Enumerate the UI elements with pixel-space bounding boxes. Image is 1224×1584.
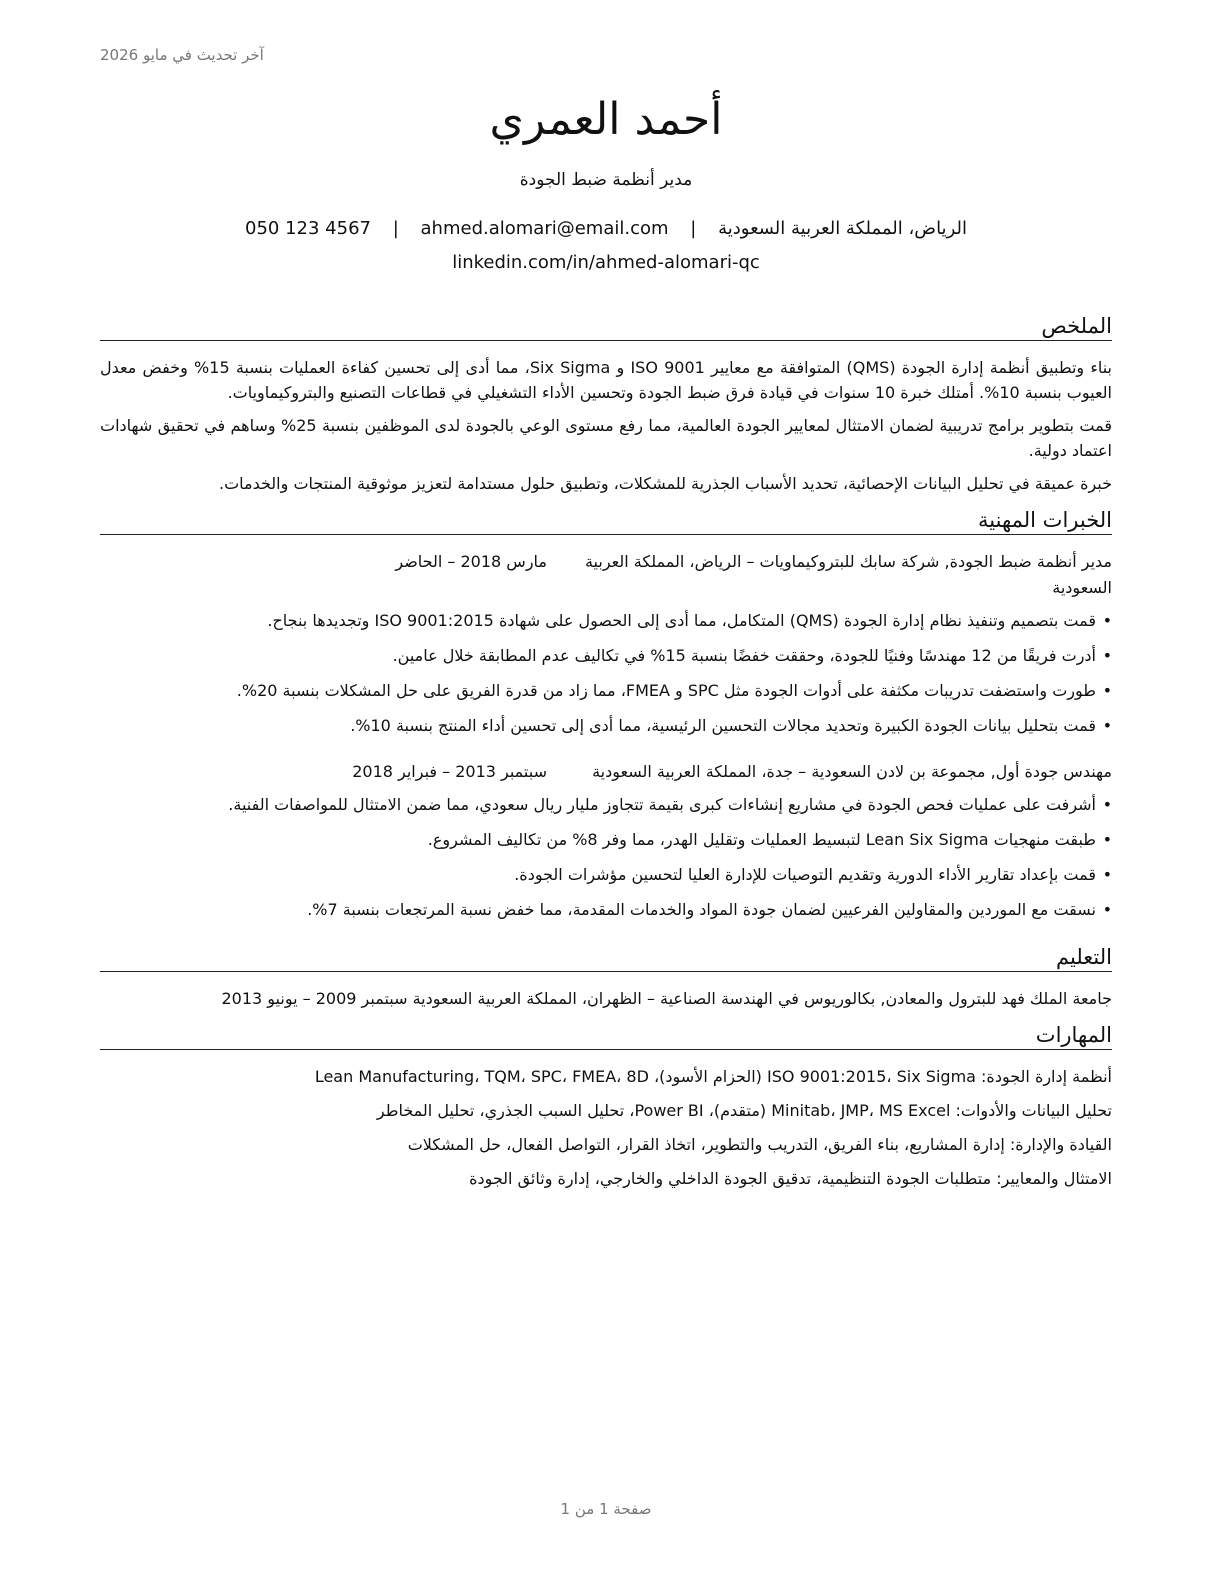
- skill-line: الامتثال والمعايير: متطلبات الجودة التنظيمية، تدقيق الجودة الداخلي والخارجي، إدارة وثائق الجودة: [469, 1169, 1112, 1188]
- bullet-icon: •: [1102, 865, 1112, 884]
- contact-line: [100, 216, 1112, 242]
- education-section: [100, 943, 1112, 1011]
- bullet-icon: •: [1102, 681, 1112, 700]
- last-updated-note: آخر تحديث في مايو 2026: [100, 46, 264, 64]
- list-item: [100, 607, 1112, 634]
- resume-header: [100, 92, 1112, 276]
- summary-paragraph: خبرة عميقة في تحليل البيانات الإحصائية، تحديد الأسباب الجذرية للمشكلات، وتطبيق حلول مستدامة لتعزيز موثوقية المنتجات والخدمات.: [218, 474, 1112, 493]
- summary-paragraph: قمت بتطوير برامج تدريبية لضمان الامتثال لمعايير الجودة العالمية، مما رفع مستوى الوعي بالجودة لدى الموظفين بنسبة 25% وساهم في تحقيق شهادات اعتماد دولية.: [100, 416, 1112, 460]
- job-header: [100, 549, 1112, 601]
- education-entry: جامعة الملك فهد للبترول والمعادن, بكالوريوس في الهندسة الصناعية – الظهران، المملكة العربية السعودية سبتمبر 2009 – يونيو 2013: [221, 989, 1112, 1008]
- bullet-icon: •: [1102, 830, 1112, 849]
- skill-line: القيادة والإدارة: إدارة المشاريع، بناء الفريق، التدريب والتطوير، اتخاذ القرار، التواصل الفعال، حل المشكلات: [407, 1135, 1112, 1154]
- job-title: مهندس جودة أول, مجموعة بن لادن السعودية – جدة، المملكة العربية السعودية: [592, 762, 1112, 781]
- experience-section: [100, 506, 1112, 923]
- contact-phone[interactable]: 050 123 4567: [245, 218, 371, 239]
- bullet-text: أشرفت على عمليات فحص الجودة في مشاريع إنشاءات كبرى بقيمة تتجاوز مليار ريال سعودي، مما ضمن الامتثال للمواصفات الفنية.: [228, 795, 1096, 814]
- candidate-name: أحمد العمري: [489, 94, 723, 145]
- list-item: [100, 642, 1112, 669]
- job-bullets: [100, 607, 1112, 739]
- bullet-text: أدرت فريقًا من 12 مهندسًا وفنيًا للجودة، وحققت خفضًا بنسبة 15% في تكاليف عدم المطابقة خلال عامين.: [392, 646, 1096, 665]
- section-title: الخبرات المهنية: [100, 506, 1112, 535]
- skill-line: تحليل البيانات والأدوات: Minitab، JMP، MS Excel (متقدم)، Power BI، تحليل السبب الجذري، تحليل المخاطر: [376, 1101, 1112, 1120]
- section-title: التعليم: [100, 943, 1112, 972]
- skill-line: أنظمة إدارة الجودة: ISO 9001:2015، Six Sigma (الحزام الأسود)، Lean Manufacturing، TQM، SPC، FMEA، 8D: [314, 1067, 1112, 1086]
- bullet-text: قمت بتحليل بيانات الجودة الكبيرة وتحديد مجالات التحسين الرئيسية، مما أدى إلى تحسين أداء المنتج بنسبة 10%.: [350, 716, 1096, 735]
- contact-email[interactable]: ahmed.alomari@email.com: [420, 218, 669, 239]
- job-bullets: [100, 791, 1112, 923]
- bullet-text: طورت واستضفت تدريبات مكثفة على أدوات الجودة مثل SPC و FMEA، مما زاد من قدرة الفريق على حل المشكلات بنسبة 20%.: [236, 681, 1096, 700]
- job-title: مدير أنظمة ضبط الجودة, شركة سابك للبتروكيماويات – الرياض، المملكة العربية السعودية: [584, 552, 1112, 597]
- job-entry: [100, 759, 1112, 923]
- bullet-text: قمت بتصميم وتنفيذ نظام إدارة الجودة (QMS) المتكامل، مما أدى إلى الحصول على شهادة ISO 9001:2015 وتجديدها بنجاح.: [267, 611, 1096, 630]
- job-dates: مارس 2018 – الحاضر: [395, 552, 547, 571]
- resume-body: [100, 312, 1112, 1202]
- list-item: [100, 791, 1112, 818]
- bullet-text: طبقت منهجيات Lean Six Sigma لتبسيط العمليات وتقليل الهدر، مما وفر 8% من تكاليف المشروع.: [427, 830, 1096, 849]
- contact-location: الرياض، المملكة العربية السعودية: [718, 218, 967, 239]
- skills-section: [100, 1021, 1112, 1192]
- list-item: [100, 826, 1112, 853]
- section-title: المهارات: [100, 1021, 1112, 1050]
- bullet-icon: •: [1102, 900, 1112, 919]
- job-header: [100, 759, 1112, 785]
- contact-separator: |: [392, 218, 399, 239]
- section-title: الملخص: [100, 312, 1112, 341]
- linkedin-link[interactable]: linkedin.com/in/ahmed-alomari-qc: [452, 252, 760, 273]
- bullet-icon: •: [1102, 611, 1112, 630]
- summary-paragraph: بناء وتطبيق أنظمة إدارة الجودة (QMS) المتوافقة مع معايير ISO 9001 و Six Sigma، مما أدى إلى تحسين كفاءة العمليات بنسبة 15% وخفض معدل العيوب بنسبة 10%. أمتلك خبرة 10 سنوات في قيادة فرق ضبط الجودة وتحسين الأداء التشغيلي في قطاعات التصنيع والبتروكيماويات.: [100, 358, 1113, 402]
- job-entry: [100, 549, 1112, 739]
- candidate-role: مدير أنظمة ضبط الجودة: [519, 170, 693, 190]
- contact-separator: |: [690, 218, 697, 239]
- bullet-icon: •: [1102, 646, 1112, 665]
- bullet-icon: •: [1102, 795, 1112, 814]
- list-item: [100, 896, 1112, 923]
- bullet-text: نسقت مع الموردين والمقاولين الفرعيين لضمان جودة المواد والخدمات المقدمة، مما خفض نسبة المرتجعات بنسبة 7%.: [307, 900, 1096, 919]
- list-item: [100, 712, 1112, 739]
- bullet-text: قمت بإعداد تقارير الأداء الدورية وتقديم التوصيات للإدارة العليا لتحسين مؤشرات الجودة.: [514, 865, 1096, 884]
- bullet-icon: •: [1102, 716, 1112, 735]
- list-item: [100, 861, 1112, 888]
- list-item: [100, 677, 1112, 704]
- summary-section: [100, 312, 1112, 496]
- job-dates: سبتمبر 2013 – فبراير 2018: [352, 762, 547, 781]
- resume-page: [100, 0, 1112, 1584]
- page-number: صفحة 1 من 1: [560, 1500, 652, 1518]
